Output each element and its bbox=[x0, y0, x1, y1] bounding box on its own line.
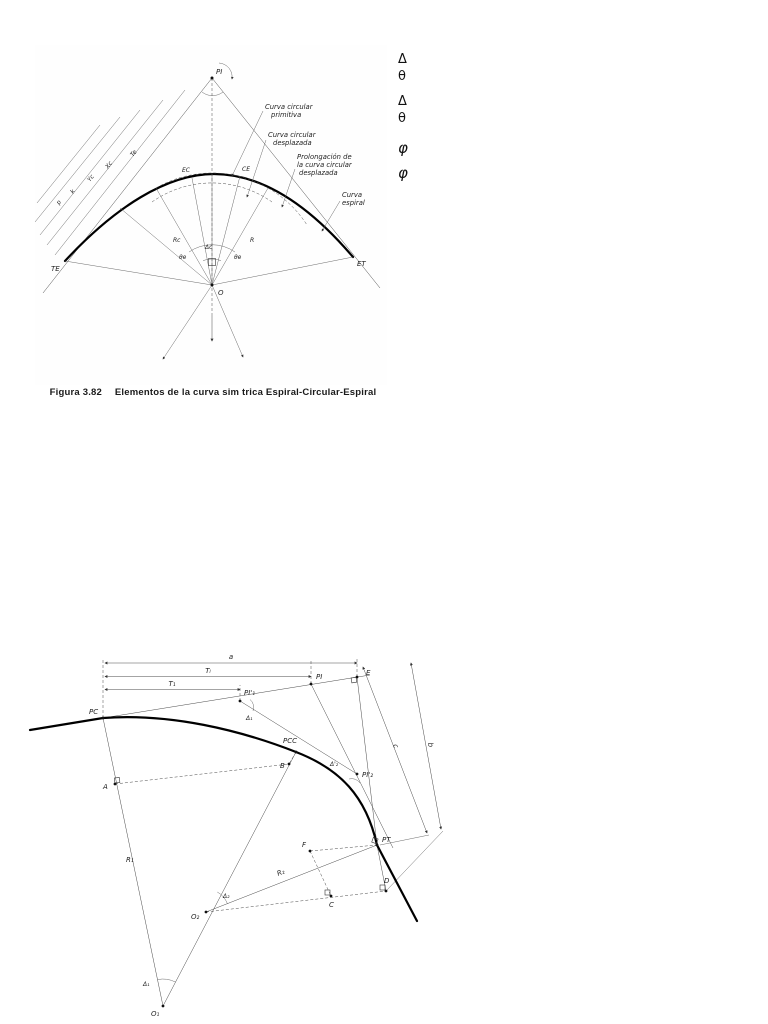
radius-line bbox=[65, 261, 212, 285]
label-dimension-t1: T₁ bbox=[168, 680, 176, 688]
label-k: k bbox=[69, 188, 77, 196]
label-o: O bbox=[218, 289, 224, 297]
point-pc bbox=[102, 717, 105, 720]
o1-o2-pcc-line bbox=[163, 752, 296, 1006]
callout-prolongacion-line1: Prolongación de bbox=[297, 153, 352, 161]
label-pi1: PI'₁ bbox=[244, 689, 256, 697]
callout-prolongacion-line2: la curva circular bbox=[297, 161, 352, 169]
label-delta1: Δ₁ bbox=[246, 715, 253, 722]
right-angle-a bbox=[114, 778, 119, 783]
point-a bbox=[114, 783, 117, 786]
figure-caption-text: Elementos de la curva sim trica Espiral-Circular-Espiral bbox=[114, 387, 377, 398]
label-o2: O₂ bbox=[191, 913, 200, 921]
label-te-dim: Te bbox=[129, 148, 139, 159]
symbol-phi-1: φ bbox=[398, 139, 408, 157]
label-delta2: Δ₂ bbox=[223, 893, 230, 900]
figure-3-82 bbox=[35, 45, 387, 385]
callout-curva-circular-desplazada-line1: Curva circular bbox=[268, 131, 316, 139]
label-r: R bbox=[250, 237, 255, 244]
label-c-point: C bbox=[329, 901, 334, 909]
point-f bbox=[309, 850, 312, 853]
radius-line bbox=[120, 208, 212, 285]
radius-line-ec bbox=[192, 178, 212, 285]
radius-arrow-right bbox=[212, 285, 243, 357]
radius-line bbox=[156, 188, 212, 285]
f-c-dashed-line bbox=[310, 851, 331, 896]
label-o1: O₁ bbox=[151, 1010, 160, 1018]
callout-curva-espiral-line2: espiral bbox=[342, 199, 365, 207]
left-tangent-line bbox=[43, 78, 212, 293]
point-c bbox=[330, 895, 333, 898]
label-ce: CE bbox=[242, 166, 250, 173]
label-delta-c: Δc bbox=[205, 244, 213, 251]
label-pi: PI bbox=[316, 673, 323, 681]
label-f: F bbox=[302, 841, 307, 849]
figure-caption bbox=[38, 387, 388, 398]
spiral-curve-diagram bbox=[35, 45, 387, 385]
point-pi1 bbox=[239, 700, 242, 703]
callout-curva-espiral-line1: Curva bbox=[342, 191, 363, 199]
label-rc: Rc bbox=[173, 237, 181, 244]
label-pt: PT bbox=[382, 836, 391, 844]
label-te: TE bbox=[51, 265, 60, 273]
e-pt-line bbox=[357, 677, 377, 845]
point-pi2 bbox=[356, 773, 359, 776]
dimension-b bbox=[411, 663, 441, 829]
label-d-point: D bbox=[384, 877, 390, 885]
label-dimension-a: a bbox=[228, 653, 234, 661]
pi-point bbox=[211, 77, 214, 80]
label-pc: PC bbox=[89, 708, 99, 716]
callout-curva-circular-primitiva-line2: primitiva bbox=[271, 111, 302, 119]
tangent-1-line bbox=[103, 675, 370, 718]
point-pcc bbox=[295, 751, 298, 754]
label-pcc: PCC bbox=[283, 737, 297, 745]
radius-arrow-left bbox=[163, 285, 212, 359]
figure-caption-number: Figura 3.82 bbox=[49, 387, 103, 398]
symbol-theta-1: θ bbox=[398, 69, 406, 84]
label-r1: R₁ bbox=[126, 856, 134, 864]
right-angle-e bbox=[351, 677, 357, 683]
point-o1 bbox=[162, 1005, 165, 1008]
symbol-delta-2: Δ bbox=[398, 94, 407, 109]
point-pt bbox=[376, 844, 379, 847]
label-ec: EC bbox=[182, 167, 190, 174]
compound-curve-diagram bbox=[25, 633, 453, 1024]
label-theta-e-left: θe bbox=[179, 254, 187, 261]
label-e: E bbox=[366, 669, 371, 677]
f-pt-dashed-line bbox=[310, 845, 377, 851]
label-theta-e-right: θe bbox=[234, 254, 242, 261]
label-delta1-o1: Δ₁ bbox=[143, 981, 150, 988]
label-xc: Xc bbox=[104, 160, 115, 171]
symbol-theta-2: θ bbox=[398, 111, 406, 126]
radius-line-et bbox=[212, 257, 353, 285]
radius-line bbox=[212, 188, 268, 285]
label-pi: PI bbox=[216, 68, 223, 76]
pcc-b-dashed-line bbox=[289, 752, 296, 764]
point-b bbox=[288, 763, 291, 766]
a-b-dashed-line bbox=[115, 764, 289, 784]
point-pi bbox=[310, 683, 313, 686]
label-b: B bbox=[280, 762, 285, 770]
deflection-angle-arc bbox=[202, 92, 223, 96]
callout-prolongacion-line3: desplazada bbox=[299, 169, 338, 177]
radius-line-ce bbox=[212, 176, 240, 285]
point-o2 bbox=[205, 911, 208, 914]
center-point bbox=[211, 284, 214, 287]
label-r2: R₂ bbox=[275, 867, 286, 878]
label-delta2p: Δ'₂ bbox=[330, 761, 339, 768]
label-pi2: PI'₂ bbox=[362, 771, 374, 779]
symbol-phi-2: φ bbox=[398, 164, 408, 182]
label-a-point: A bbox=[103, 783, 108, 791]
figure-compound-curve bbox=[25, 633, 453, 1024]
label-dimension-b: b bbox=[426, 741, 435, 748]
label-dimension-c: c bbox=[391, 742, 400, 750]
label-dimension-tl: Tₗ bbox=[205, 667, 211, 675]
label-yc: Yc bbox=[86, 173, 96, 184]
point-d bbox=[385, 890, 388, 893]
angle-arc-delta1-o1 bbox=[158, 979, 176, 982]
angle-arc-delta2p bbox=[349, 779, 360, 783]
dimension-line bbox=[40, 110, 140, 235]
label-et: ET bbox=[357, 260, 366, 268]
callout-curva-circular-desplazada-line2: desplazada bbox=[273, 139, 312, 147]
label-p: p bbox=[55, 198, 63, 207]
point-e bbox=[356, 676, 359, 679]
right-angle-d bbox=[380, 885, 385, 890]
callout-curva-circular-primitiva-line1: Curva circular bbox=[265, 103, 313, 111]
dimension-line bbox=[55, 90, 185, 255]
symbol-delta-1: Δ bbox=[398, 52, 407, 67]
